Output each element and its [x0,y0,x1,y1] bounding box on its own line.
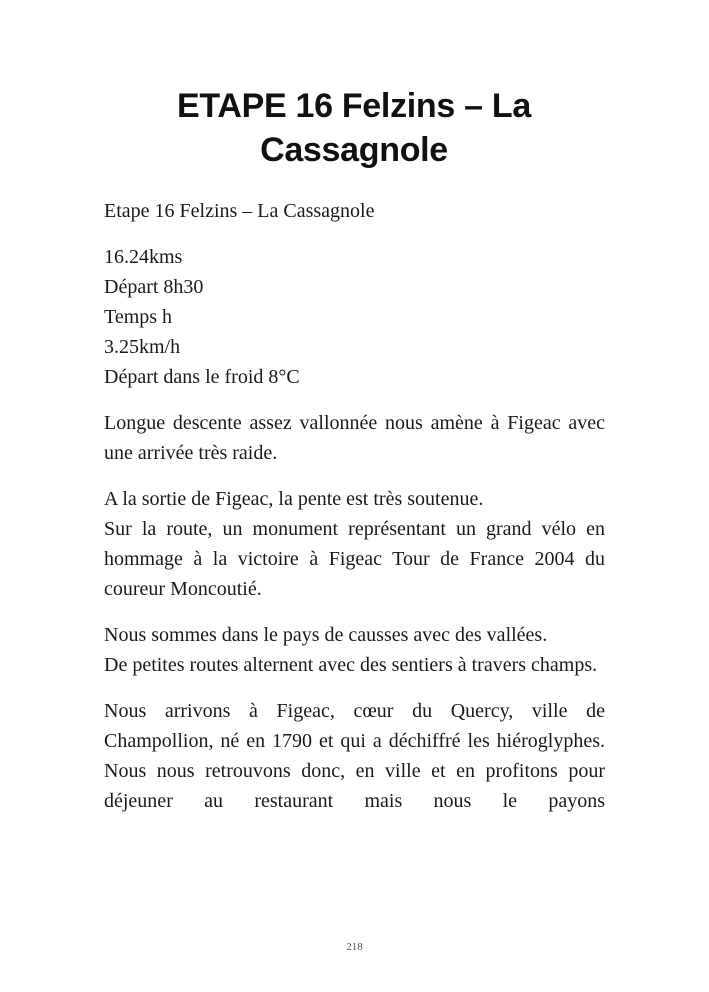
stats-block [104,242,605,392]
stat-departure: Départ 8h30 [104,276,204,298]
body-text [104,196,605,832]
stat-temperature: Départ dans le froid 8°C [104,366,300,388]
subtitle: Etape 16 Felzins – La Cassagnole [104,200,375,222]
paragraph: Nous arrivons à Figeac, cœur du Quercy, ville de Champollion, né en 1790 et qui a déchiffré les hiéroglyphes. [104,700,605,752]
stat-distance: 16.24kms [104,246,183,268]
paragraph: Sur la route, un monument représentant un grand vélo en hommage à la victoire à Figeac Tour de France 2004 du coureur Moncoutié. [104,518,605,600]
stat-speed: 3.25km/h [104,336,181,358]
paragraph-group [104,696,605,816]
paragraph-group [104,484,605,604]
paragraph: Longue descente assez vallonnée nous amène à Figeac avec une arrivée très raide. [104,412,605,464]
paragraph: Nous sommes dans le pays de causses avec des vallées. [104,624,548,646]
paragraph: De petites routes alternent avec des sentiers à travers champs. [104,654,598,676]
page-number: 218 [346,941,363,953]
paragraph: Nous nous retrouvons donc, en ville et en profitons pour déjeuner au restaurant mais nous le payons [104,760,605,812]
page-title: ETAPE 16 Felzins – La Cassagnole [177,87,531,169]
paragraph-group [104,620,605,680]
paragraph: A la sortie de Figeac, la pente est très soutenue. [104,488,484,510]
stat-time: Temps h [104,306,173,328]
